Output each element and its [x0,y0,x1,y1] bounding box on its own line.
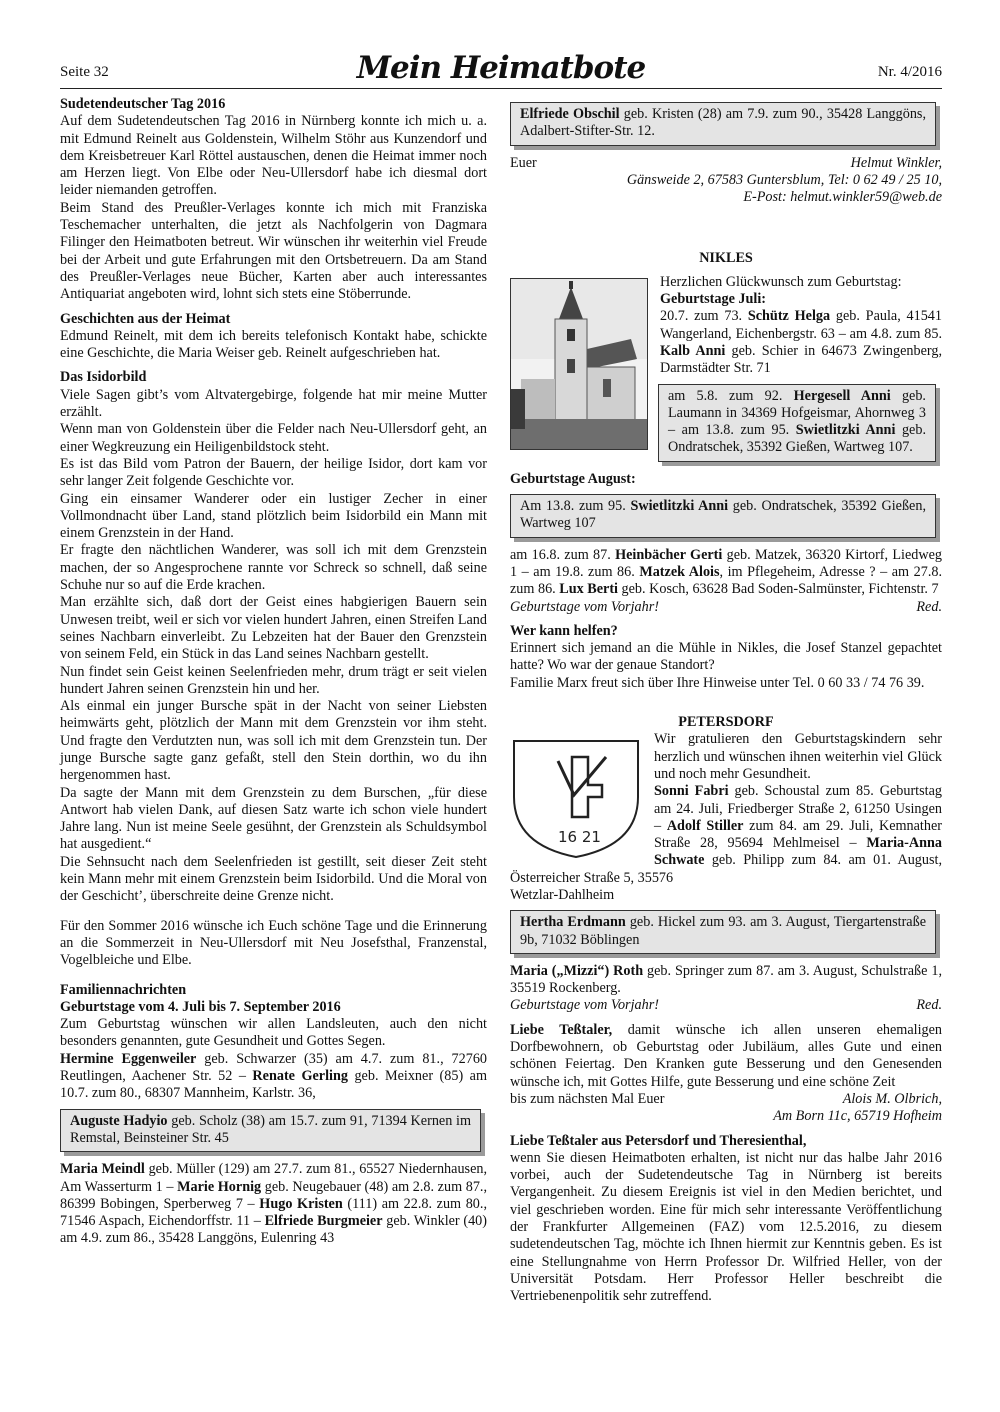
highlight-box: Auguste Hadyio geb. Scholz (38) am 15.7. zum 91, 71394 Kernen im Remstal, Beinsteiner Str. 45 [60,1109,481,1153]
story-paragraph: Es ist das Bild vom Patron der Bauern, der heilige Isidor, dort kam vor sehr langer Zeit folgende Geschichte vor. [60,455,487,490]
right-column [510,96,942,1306]
highlight-box: Elfriede Obschil geb. Kristen (28) am 7.9. zum 90., 35428 Langgöns, Adalbert-Stifter-Str. 12. [510,102,936,146]
paragraph: Familie Marx freut sich über Ihre Hinweise unter Tel. 0 60 33 / 74 76 39. [510,674,925,691]
paragraph: Wir gratulieren den Geburtstagskindern sehr herzlich und wünschen ihnen weiterhin viel Glück und noch mehr Gesundheit. [654,731,942,782]
section-title: Geschichten aus der Heimat [60,310,231,327]
section-title: Liebe Teßtaler aus Petersdorf und Theresienthal, [510,1132,807,1149]
signature-email: E-Post: helmut.winkler59@web.de [743,189,942,206]
signature-row: Euer Helmut Winkler, [510,154,942,171]
birthday-paragraph: Sonni Fabri geb. Schoustal zum 85. Geburtstag am 24. Juli, Friedberger Straße 2, 61250 Usingen – Adolf Stiller zum 84. am 29. Juli, Kemnather Straße 28, 95694 Mehlmeisel – Maria-Anna Schwate geb. Philipp zum 84. am 01. August, Österreicher Straße 5, 35576 [510,783,942,886]
story-paragraph: Wenn man von Goldenstein über die Felder nach Neu-Ullersdorf geht, an einer Wegkreuzung ein Heiligenbildstock steht. [60,421,487,455]
person-name: Schütz Helga [747,308,831,325]
signature-address: Am Born 11c, 65719 Hofheim [773,1108,942,1125]
left-column [60,96,487,1248]
person-name: Elfriede Obschil [520,106,620,122]
person-name: Hertha Erdmann [520,914,626,931]
highlight-box: Hertha Erdmann geb. Hickel zum 93. am 3. August, Tiergartenstraße 9b, 71032 Böblingen [510,910,936,954]
petersdorf-crest [510,737,642,859]
person-name: Hermine Eggenweiler [60,1050,197,1067]
person-name: Matzek Alois [639,563,720,580]
person-name: Maria-Anna Schwate [654,835,942,869]
subheading: Geburtstage Juli: [660,291,767,308]
paragraph: Beim Stand des Preußler-Verlages konnte ich mich mit Franziska Teschemacher unterhalten, die jetzt als Nachfolgerin von Dagmara Filinger den Heimatboten betreut. Wir wünschen ihr weiterhin viel Freude bei der Arbeit und gute Erfahrungen mit den Ortsbetreuern. Da am Stand des Preußler-Verlages neue Bücher, Karten aber auch interessantes Antiquariat angeboten wird, lohnt sich stets eine Stöberrunde. [60,199,487,303]
church-photo [510,278,648,450]
section-subtitle: Geburtstage vom 4. Juli bis 7. September 2016 [60,998,341,1015]
story-paragraph: Er fragte den nächtlichen Wanderer, was soll ich mit dem Grenzstein machen, der so Angesprochene rannte vor Schreck so schnell, daß seine Schuhe nur so auf die Erde krachen. [60,542,487,594]
person-name: Auguste Hadyio [70,1112,168,1129]
paragraph: Edmund Reinelt, mit dem ich bereits telefonisch Kontakt habe, schickte eine Geschichte, die Maria Weiser geb. Reinelt aufgeschrieben hat. [60,327,487,362]
story-paragraph: Man erzählte sich, daß dort der Geist eines habgierigen Bauern sein Unwesen treibt, weil er sich vor vielen hundert Jahren, einen Streifen Land seines Nachbarn einverleibt. Zu Lebzeiten hat der Bauer den Grenzstein von seinem Feld, ein Stück in das Land seines Nachbarn gestellt. [60,594,487,663]
person-name: Adolf Stiller [666,817,744,834]
subheading: Geburtstage August: [510,470,636,487]
section-title-nikles: NIKLES [699,250,753,267]
signature-name: Alois M. Olbrich, [842,1090,942,1107]
section-title-petersdorf: PETERSDORF [678,714,774,731]
masthead-logo: Mein Heimatbote [356,50,646,86]
story-paragraph: Viele Sagen gibt’s vom Altvatergebirge, folgende hat mir meine Mutter erzählt. [60,386,487,421]
city-line: Wetzlar-Dahlheim [510,886,615,903]
section-title: Das Isidorbild [60,369,147,386]
person-name: Hergesell Anni [793,387,891,404]
crest-year: 16 21 [558,828,601,847]
person-name: Heinbächer Gerti [615,546,723,563]
signature-row: bis zum nächsten Mal Euer Alois M. Olbrich, [510,1090,942,1107]
person-name: Renate Gerling [252,1068,348,1085]
highlight-box: am 5.8. zum 92. Hergesell Anni geb. Laumann in 34369 Hofgeismar, Ahornweg 3 – am 13.8. zum 95. Swietlitzki Anni geb. Ondratschek, 35392 Gießen, Wartweg 107. [658,384,936,462]
note-row: Geburtstage vom Vorjahr! Red. [510,598,942,615]
paragraph: Auf dem Sudetendeutschen Tag 2016 in Nürnberg konnte ich mich u. a. mit Edmund Reinelt aus Goldenstein, Wilhelm Stöhr aus Kunzendorf und dem Kreisbetreuer Karl Röttel austauschen, denen die Heimat immer noch am Herzen liegt. Von Elbe oder Neu-Ullersdorf habe ich diesmal dort leider niemanden getroffen. [60,113,487,199]
paragraph: wenn Sie diesen Heimatboten erhalten, ist nicht nur das halbe Jahr 2016 vorbei, auch der Sudetendeutsche Tag in Nürnberg ist bereits Vergangenheit. Zu diesem Ereignis ist viel in den Medien berichtet, und viel geschrieben worden. Eine für mich sehr interessante Veröffentlichung der Frankfurter Allgemeinen (FAZ) vom 12.5.2016, zu diesem sudetendeutschen Tag, möchte ich Ihnen hiermit zur Kenntnis geben. Es ist eine Stellungnahme von Herrn Professor Dr. Wilfried Heller, von der Universität Potsdam. Herr Professor Heller beschreibt die Vertriebenenpolitik sehr zutreffend. [510,1149,942,1305]
signature-name: Helmut Winkler, [850,154,942,171]
birthday-paragraph: Maria („Mizzi“) Roth geb. Springer zum 87. am 3. August, Schulstraße 1, 35519 Rockenberg. [510,962,942,997]
person-name: Sonni Fabri [654,783,729,800]
page-header [60,50,942,89]
section-title: Wer kann helfen? [510,622,618,639]
person-name: Marie Hornig [177,1178,262,1195]
person-name: Swietlitzki Anni [630,498,729,515]
person-name: Maria Meindl [60,1161,145,1178]
person-name: Elfriede Burgmeier [264,1213,383,1230]
birthday-paragraph: Hermine Eggenweiler geb. Schwarzer (35) am 4.7. zum 81., 72760 Reutlingen, Aachener Str. 52 – Renate Gerling geb. Meixner (85) am 10.7. zum 80., 68307 Mannheim, Karlstr. 36, [60,1050,488,1102]
section-title: Sudetendeutscher Tag 2016 [60,96,226,112]
paragraph: Zum Geburtstag wünschen wir allen Landsleuten, auch den nicht besonders genannten, gute Gesundheit und Gottes Segen. [60,1016,487,1050]
note-row: Geburtstage vom Vorjahr! Red. [510,997,942,1014]
issue-number: Nr. 4/2016 [877,64,942,80]
salutation: Liebe Teßtaler, [510,1021,613,1038]
paragraph: Erinnert sich jemand an die Mühle in Nikles, die Josef Stanzel gepachtet hatte? Wo war der genaue Standort? [510,640,942,674]
signature-address: Gänsweide 2, 67583 Guntersblum, Tel: 0 62 49 / 25 10, [626,171,942,188]
page-number: Seite 32 [60,64,109,80]
person-name: Kalb Anni [660,342,726,359]
highlight-box: Am 13.8. zum 95. Swietlitzki Anni geb. Ondratschek, 35392 Gießen, Wartweg 107 [510,494,936,538]
paragraph: Herzlichen Glückwunsch zum Geburtstag: [660,273,902,290]
person-name: Swietlitzki Anni [795,422,896,439]
person-name: Lux Berti [559,581,618,598]
person-name: Maria („Mizzi“) Roth [510,962,644,979]
birthday-paragraph: 20.7. zum 73. Schütz Helga geb. Paula, 41541 Wangerland, Eichenbergstr. 63 – am 4.8. zum 85. Kalb Anni geb. Schier in 64673 Zwingenberg, Darmstädter Str. 71 [660,308,942,377]
story-paragraph: Da sagte der Mann mit dem Grenzstein zu dem Burschen, „für diese Antwort hab vielen Dank, auf diesen Satz warte ich schon viele hundert Jahre lang. Nun ist meine Seele gesühnt, der Grenzstein als Schuldsymbol hat ausgedient.“ [60,784,487,853]
story-paragraph: Als einmal ein junger Bursche spät in der Nacht von seiner Liebsten heimwärts geht, plötzlich der Mann mit dem Grenzstein vor ihm steht. Und fragte den Verdutzten nun, was soll ich mit dem Grenzstein tun. Der junge Bursche sagte ganz gefaßt, stell den Stein dorthin, wo du ihn hergenommen hast. [60,698,487,784]
story-paragraph: Ging ein einsamer Wanderer oder ein lustiger Zecher in einer Vollmondnacht über Land, stand plötzlich beim Isidorbild ein Mann mit einem Grenzstein in der Hand. [60,490,487,542]
paragraph: Liebe Teßtaler, damit wünsche ich allen unseren ehemaligen Dorfbewohnern, ob Geburtstag oder Jubiläum, alles Gute und einen schönen Feiertag. Den Kranken gute Besserung und den Genesenden wünsche ich, mit Gottes Hilfe, gute Besserung und eine schöne Zeit [510,1021,942,1090]
birthday-paragraph: Maria Meindl geb. Müller (129) am 27.7. zum 81., 65527 Niedernhausen, Am Wasserturm 1 – Marie Hornig geb. Neugebauer (48) am 2.8. zum 87., 86399 Bobingen, Sperberweg 7 – Hugo Kristen (111) am 22.8. zum 80., 71546 Aspach, Eichendorffstr. 11 – Elfriede Burgmeier geb. Winkler (40) am 4.9. zum 86., 35428 Langgöns, Eulenring 43 [60,1161,488,1247]
person-name: Hugo Kristen [259,1195,343,1212]
birthday-paragraph: am 16.8. zum 87. Heinbächer Gerti geb. Matzek, 36320 Kirtorf, Liedweg 1 – am 19.8. zum 86. Matzek Alois, im Pflegeheim, Adresse ? – am 27.8. zum 86. Lux Berti geb. Kosch, 63628 Bad Soden-Salmünster, Fichtenstr. 7 [510,546,943,598]
story-paragraph: Die Sehnsucht nach dem Seelenfrieden ist gestillt, seit dieser Zeit steht kein Mann mehr mit einem Grenzstein beim Isidorbild. Und die Moral von der Geschicht’, überschreite deine Grenze nicht. [60,853,487,905]
paragraph: Für den Sommer 2016 wünsche ich Euch schöne Tage und die Erinnerung an die Sommerzeit in Neu-Ullersdorf mit Neu Josefsthal, Franzenstal, Vogelbleiche und Elbe. [60,917,487,969]
section-title: Familiennachrichten [60,981,187,998]
story-paragraph: Nun findet sein Geist keinen Seelenfrieden mehr, drum trägt er seit vielen hundert Jahren seinen Grenzstein hin und her. [60,663,487,697]
